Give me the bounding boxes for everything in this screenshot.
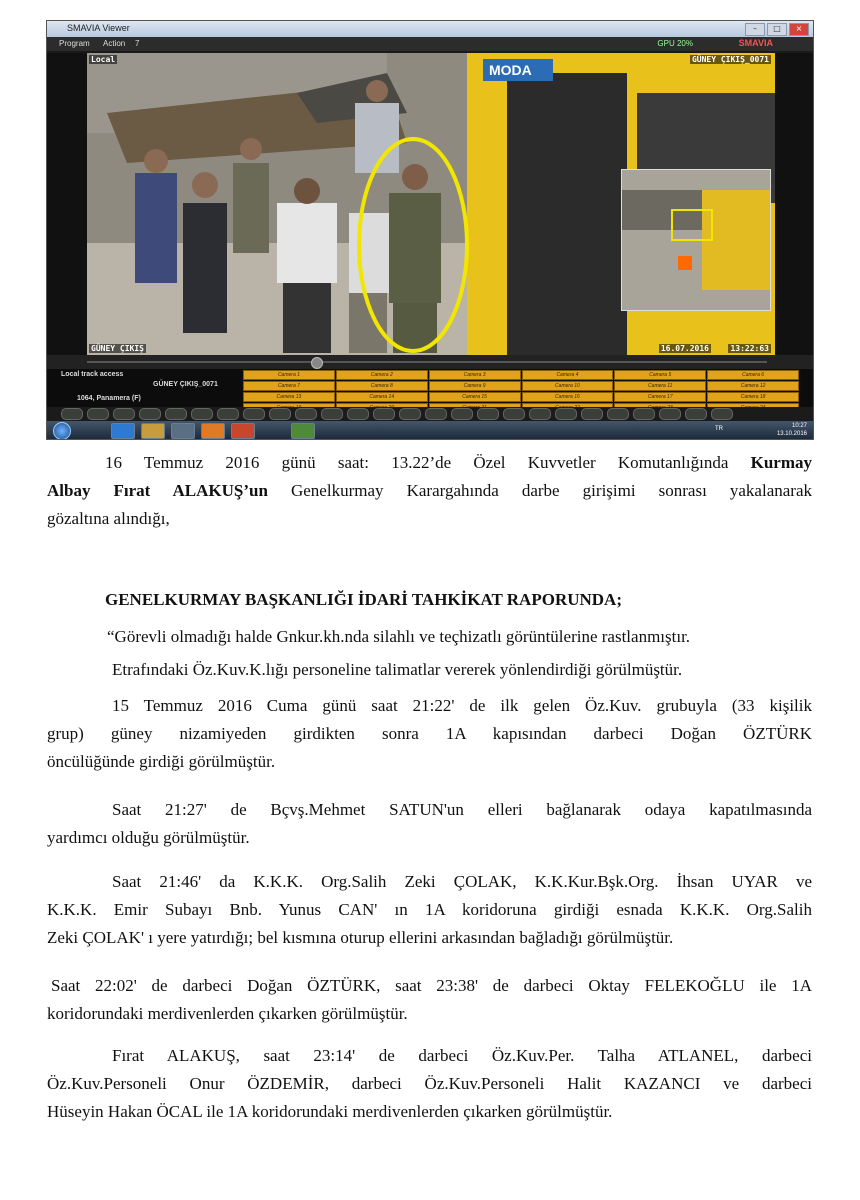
camera-button[interactable]: Camera 13 xyxy=(243,392,335,402)
playback-control-button[interactable] xyxy=(607,408,629,420)
playback-control-button[interactable] xyxy=(425,408,447,420)
camera-button[interactable]: Camera 3 xyxy=(429,370,521,380)
camera-button[interactable]: Camera 17 xyxy=(614,392,706,402)
menu-program[interactable]: Program xyxy=(59,39,90,48)
playback-control-button[interactable] xyxy=(373,408,395,420)
paragraph-stairs-line-2: koridorundaki merdivenlerden çıkarken görülmüştür. xyxy=(47,1004,408,1023)
camera-date: 16.07.2016 xyxy=(660,344,709,353)
gpu-label: GPU xyxy=(657,39,675,48)
paragraph-satun xyxy=(47,796,812,852)
paragraph-arrest-line-3: gözaltına alındığı, xyxy=(47,509,170,528)
paragraph-arrest-line-2 xyxy=(47,477,812,505)
paragraph-stairs xyxy=(47,972,812,1028)
playback-control-button[interactable] xyxy=(581,408,603,420)
playback-control-button[interactable] xyxy=(685,408,707,420)
playback-control-button[interactable] xyxy=(165,408,187,420)
folder-icon[interactable] xyxy=(141,423,165,439)
camera-button[interactable]: Camera 1 xyxy=(243,370,335,380)
start-button-icon[interactable] xyxy=(53,422,71,440)
paragraph-colak-line-3: Zeki ÇOLAK' ı yere yatırdığı; bel kısmına oturup ellerini arkasından bağladığı görülmüştür. xyxy=(47,928,674,947)
paragraph-arrest-bold-1: Kurmay xyxy=(750,453,813,472)
viewer-app-icon[interactable] xyxy=(291,423,315,439)
paragraph-colak xyxy=(47,868,812,952)
timeline-slider[interactable] xyxy=(47,355,813,369)
paragraph-entry-line-3: öncülüğünde girdiği görülmüştür. xyxy=(47,752,276,771)
playback-control-button[interactable] xyxy=(659,408,681,420)
paragraph-entry xyxy=(47,692,812,776)
playback-control-button[interactable] xyxy=(503,408,525,420)
close-button[interactable]: × xyxy=(789,23,809,36)
playback-control-button[interactable] xyxy=(191,408,213,420)
camera-button[interactable]: Camera 16 xyxy=(522,392,614,402)
maximize-button[interactable]: □ xyxy=(767,23,787,36)
device-label: 1064, Panamera (F) xyxy=(77,395,141,402)
playback-control-button[interactable] xyxy=(633,408,655,420)
camera-button[interactable]: Camera 2 xyxy=(336,370,428,380)
camera-button[interactable]: Camera 18 xyxy=(707,392,799,402)
playback-button-row xyxy=(47,407,814,421)
picture-in-picture-view[interactable] xyxy=(621,169,771,311)
cctv-screenshot xyxy=(46,20,814,440)
brand-logo: SMAVIA xyxy=(738,38,773,48)
powerpoint-icon[interactable] xyxy=(231,423,255,439)
gpu-value: 20% xyxy=(676,39,693,48)
playback-control-button[interactable] xyxy=(711,408,733,420)
playback-control-button[interactable] xyxy=(139,408,161,420)
right-dark-panel xyxy=(775,53,813,355)
timeline-knob[interactable] xyxy=(311,357,323,369)
paragraph-satun-line-2: yardımcı olduğu görülmüştür. xyxy=(47,828,250,847)
clock[interactable] xyxy=(777,422,807,438)
camera-button[interactable]: Camera 4 xyxy=(522,370,614,380)
camera-button[interactable]: Camera 10 xyxy=(522,381,614,391)
paragraph-entry-line-2: grup) güney nizamiyeden girdikten sonra 1A kapısından darbeci Doğan ÖZTÜRK xyxy=(47,724,812,743)
playback-control-button[interactable] xyxy=(269,408,291,420)
playback-control-button[interactable] xyxy=(477,408,499,420)
playback-control-button[interactable] xyxy=(555,408,577,420)
playback-control-button[interactable] xyxy=(295,408,317,420)
paragraph-alakus-line-2: Öz.Kuv.Personeli Onur ÖZDEMİR, darbeci Öz.Kuv.Personeli Halit KAZANCI ve darbeci xyxy=(47,1074,812,1093)
camera-button[interactable]: Camera 8 xyxy=(336,381,428,391)
playback-control-button[interactable] xyxy=(217,408,239,420)
quote-line-1: “Görevli olmadığı halde Gnkur.kh.nda silahlı ve teçhizatlı görüntülerine rastlanmıştır. xyxy=(107,627,691,646)
local-track-label: Local track access xyxy=(61,371,124,378)
paragraph-arrest-text-2: Genelkurmay Karargahında darbe girişimi sonrası yakalanarak xyxy=(290,481,812,500)
camera-label-bottom-left: GÜNEY ÇIKIŞ xyxy=(91,344,144,353)
clock-time: 10:27 xyxy=(791,423,807,429)
playback-control-button[interactable] xyxy=(87,408,109,420)
ie-icon[interactable] xyxy=(111,423,135,439)
menu-page-number: 7 xyxy=(135,39,140,48)
paragraph-arrest-text-1: 16 Temmuz 2016 günü saat: 13.22’de Özel Kuvvetler Komutanlığında xyxy=(105,453,729,472)
camera-button[interactable]: Camera 12 xyxy=(707,381,799,391)
media-player-icon[interactable] xyxy=(201,423,225,439)
menu-action[interactable]: Action xyxy=(103,39,126,48)
window-title: SMAVIA Viewer xyxy=(67,23,130,33)
clock-date: 13.10.2016 xyxy=(776,431,807,437)
playback-control-button[interactable] xyxy=(529,408,551,420)
camera-name-label: GÜNEY ÇIKIŞ_0071 xyxy=(153,381,218,388)
paragraph-alakus-line-1: Fırat ALAKUŞ, saat 23:14' de darbeci Öz.Kuv.Per. Talha ATLANEL, darbeci xyxy=(112,1046,812,1065)
camera-control-panel xyxy=(47,369,813,407)
timeline-track xyxy=(87,361,767,363)
paragraph-satun-line-1: Saat 21:27' de Bçvş.Mehmet SATUN'un elleri bağlanarak odaya kapatılmasında xyxy=(112,800,812,819)
camera-label-top-left: Local xyxy=(91,55,116,64)
camera-button[interactable]: Camera 15 xyxy=(429,392,521,402)
pip-scene xyxy=(622,170,770,310)
paragraph-stairs-line-1: Saat 22:02' de darbeci Doğan ÖZTÜRK, saat 23:38' de darbeci Oktay FELEKOĞLU ile 1A xyxy=(51,976,812,995)
window-controls xyxy=(745,23,809,36)
camera-button[interactable]: Camera 7 xyxy=(243,381,335,391)
camera-view[interactable] xyxy=(87,53,775,355)
paragraph-alakus xyxy=(47,1042,812,1126)
bus-sign: MODA xyxy=(489,62,532,78)
paragraph-arrest xyxy=(47,449,812,533)
language-indicator[interactable]: TR xyxy=(715,426,723,432)
camera-button[interactable]: Camera 9 xyxy=(429,381,521,391)
camera-label-top-right: GÜNEY ÇIKIŞ_0071 xyxy=(691,55,769,64)
windows-taskbar xyxy=(47,421,813,439)
paragraph-colak-line-1: Saat 21:46' da K.K.K. Org.Salih Zeki ÇOLAK, K.K.Kur.Bşk.Org. İhsan UYAR ve xyxy=(112,872,812,891)
minimize-button[interactable]: – xyxy=(745,23,765,36)
report-heading: GENELKURMAY BAŞKANLIĞI İDARİ TAHKİKAT RAPORUNDA; xyxy=(105,590,622,609)
paragraph-entry-line-1: 15 Temmuz 2016 Cuma günü saat 21:22' de ilk gelen Öz.Kuv. grubuyla (33 kişilik xyxy=(112,696,812,715)
camera-time: 13:22:63 xyxy=(730,344,769,353)
paragraph-arrest-line-1 xyxy=(47,449,812,477)
app-icon[interactable] xyxy=(171,423,195,439)
viewer-menu-bar xyxy=(47,37,813,51)
playback-control-button[interactable] xyxy=(451,408,473,420)
paragraph-alakus-line-3: Hüseyin Hakan ÖCAL ile 1A koridorundaki merdivenlerden çıkarken görülmüştür. xyxy=(47,1102,613,1121)
playback-control-button[interactable] xyxy=(321,408,343,420)
quote-line-2: Etrafındaki Öz.Kuv.K.lığı personeline talimatlar vererek yönlendirdiği görülmüştür. xyxy=(112,660,683,679)
paragraph-colak-line-2: K.K.K. Emir Subayı Bnb. Yunus CAN' ın 1A koridoruna girdiği esnada K.K.K. Org.Salih xyxy=(47,900,812,919)
playback-control-button[interactable] xyxy=(399,408,421,420)
playback-control-button[interactable] xyxy=(61,408,83,420)
camera-button[interactable]: Camera 6 xyxy=(707,370,799,380)
paragraph-arrest-bold-2: Albay Fırat ALAKUŞ’un xyxy=(47,481,268,500)
viewer-title-bar xyxy=(47,21,813,37)
camera-button[interactable]: Camera 11 xyxy=(614,381,706,391)
left-dark-panel xyxy=(47,53,87,355)
playback-control-button[interactable] xyxy=(243,408,265,420)
playback-control-button[interactable] xyxy=(347,408,369,420)
camera-button[interactable]: Camera 14 xyxy=(336,392,428,402)
gpu-indicator xyxy=(657,39,693,48)
camera-button[interactable]: Camera 5 xyxy=(614,370,706,380)
playback-control-button[interactable] xyxy=(113,408,135,420)
